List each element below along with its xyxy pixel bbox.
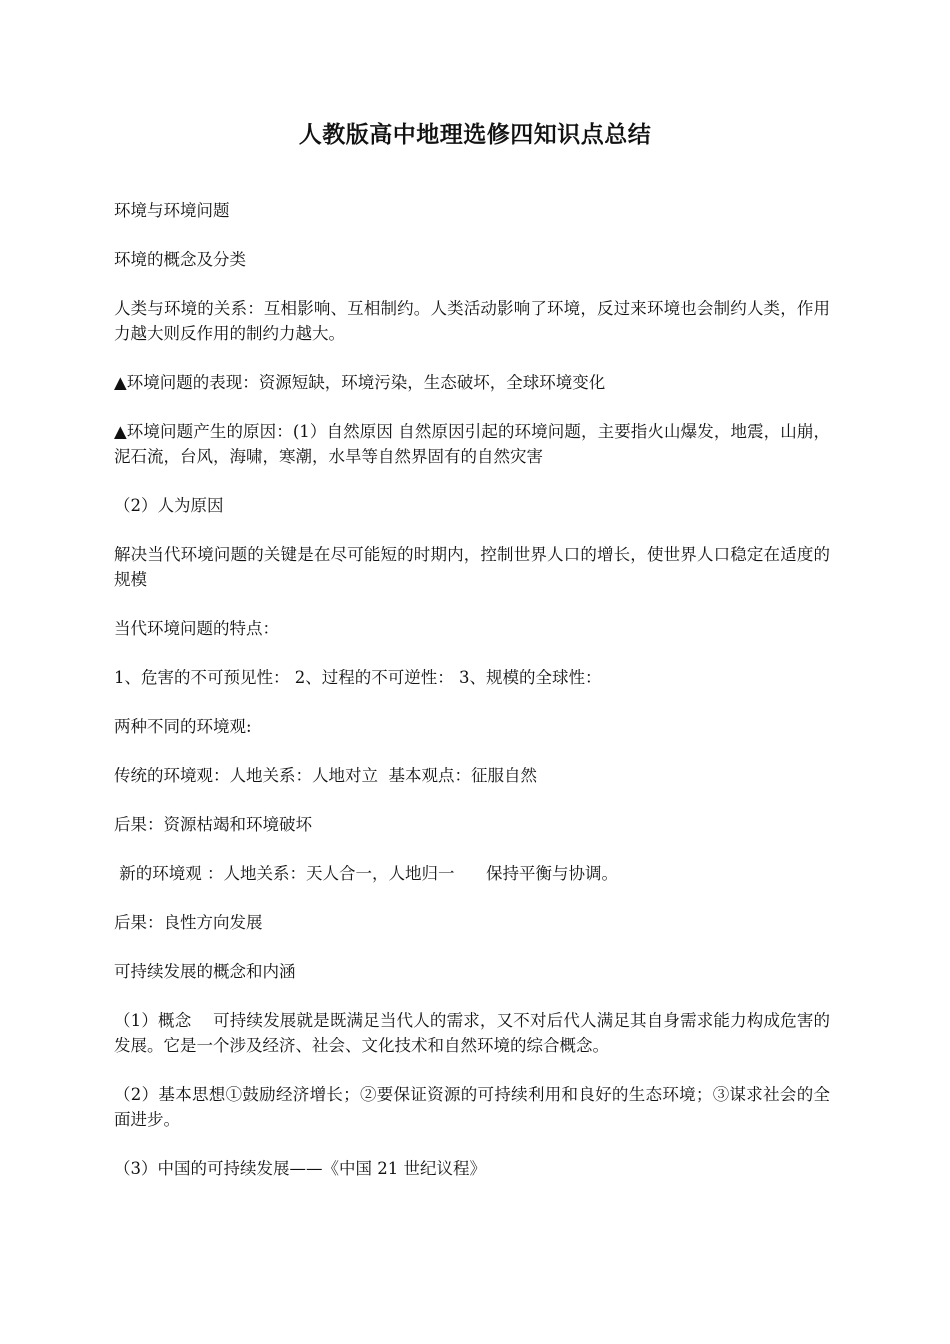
- paragraph: （2）基本思想①鼓励经济增长；②要保证资源的可持续利用和良好的生态环境；③谋求社会的全面进步。: [114, 1085, 830, 1129]
- document-title: 人教版高中地理选修四知识点总结: [298, 121, 652, 148]
- paragraph: 可持续发展的概念和内涵: [114, 962, 296, 981]
- section-heading: 环境与环境问题: [114, 201, 230, 220]
- paragraph: 后果：资源枯竭和环境破坏: [114, 815, 312, 834]
- paragraph: 后果：良性方向发展: [114, 913, 263, 932]
- paragraph: （2）人为原因: [114, 496, 224, 515]
- paragraph: ▲环境问题产生的原因：(1）自然原因 自然原因引起的环境问题，主要指火山爆发，地震，山崩，泥石流，台风，海啸，寒潮，水旱等自然界固有的自然灾害: [114, 422, 830, 466]
- subsection-heading: 环境的概念及分类: [114, 250, 246, 269]
- paragraph: （3）中国的可持续发展——《中国 21 世纪议程》: [114, 1159, 486, 1178]
- paragraph: 1、危害的不可预见性： 2、过程的不可逆性： 3、规模的全球性：: [114, 668, 602, 687]
- paragraph: 两种不同的环境观:: [114, 717, 252, 736]
- paragraph: 人类与环境的关系：互相影响、互相制约。人类活动影响了环境，反过来环境也会制约人类，作用力越大则反作用的制约力越大。: [114, 299, 830, 343]
- document-body: [114, 198, 830, 1205]
- paragraph: 当代环境问题的特点：: [114, 619, 279, 638]
- paragraph: ▲环境问题的表现：资源短缺，环境污染，生态破坏，全球环境变化: [114, 373, 606, 392]
- paragraph: 传统的环境观：人地关系：人地对立 基本观点：征服自然: [114, 766, 537, 785]
- paragraph: （1）概念 可持续发展就是既满足当代人的需求，又不对后代人满足其自身需求能力构成危害的发展。它是一个涉及经济、社会、文化技术和自然环境的综合概念。: [114, 1011, 830, 1055]
- paragraph: 新的环境观 ：人地关系：天人合一，人地归一 保持平衡与协调。: [114, 864, 618, 883]
- paragraph: 解决当代环境问题的关键是在尽可能短的时期内，控制世界人口的增长，使世界人口稳定在适度的规模: [114, 545, 830, 589]
